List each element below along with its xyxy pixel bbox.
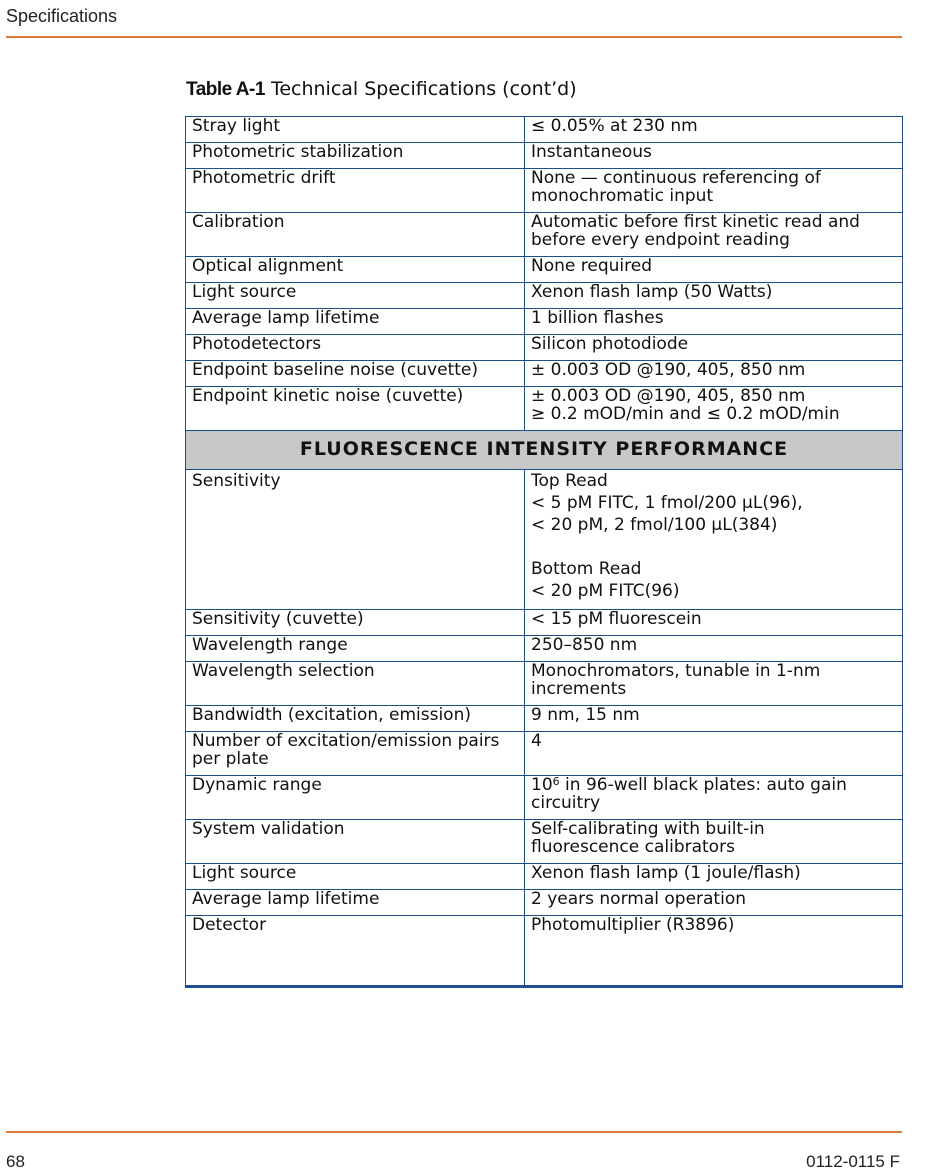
table-row [186,662,903,706]
table-row [186,361,903,387]
spec-label: Light source [186,864,525,890]
spec-label: Dynamic range [186,776,525,820]
spec-label: Optical alignment [186,257,525,283]
running-header: Specifications [6,6,118,26]
table-row [186,776,903,820]
spec-label: Endpoint kinetic noise (cuvette) [186,387,525,431]
table-row [186,610,903,636]
spec-value: Photomultiplier (R3896) [525,916,903,987]
table-row [186,387,903,431]
table-row [186,636,903,662]
table-row [186,706,903,732]
table-row [186,117,903,143]
table-row [186,916,903,987]
spec-label: Bandwidth (excitation, emission) [186,706,525,732]
spec-value: 2 years normal operation [525,890,903,916]
spec-label: Light source [186,283,525,309]
table-row [186,335,903,361]
spec-label: Endpoint baseline noise (cuvette) [186,361,525,387]
spec-value: 1 billion flashes [525,309,903,335]
spec-value: ± 0.003 OD @190, 405, 850 nm ≥ 0.2 mOD/min and ≤ 0.2 mOD/min [525,387,903,431]
spec-value [525,776,903,820]
table-row [186,169,903,213]
spec-label: Wavelength range [186,636,525,662]
spec-label: Photometric drift [186,169,525,213]
spec-value: ≤ 0.05% at 230 nm [525,117,903,143]
spec-value: < 15 pM fluorescein [525,610,903,636]
spec-value: Automatic before first kinetic read and before every endpoint reading [525,213,903,257]
header-rule [6,36,902,38]
table-row [186,309,903,335]
spec-label: Calibration [186,213,525,257]
spec-value: Self-calibrating with built-in fluorescence calibrators [525,820,903,864]
spec-label: Number of excitation/emission pairs per plate [186,732,525,776]
spec-table [185,116,903,988]
spec-value: 4 [525,732,903,776]
spec-value: Instantaneous [525,143,903,169]
spec-label: System validation [186,820,525,864]
spec-label: Photodetectors [186,335,525,361]
section-header-row [186,431,903,470]
table-row [186,213,903,257]
spec-value: Xenon flash lamp (1 joule/flash) [525,864,903,890]
spec-label: Photometric stabilization [186,143,525,169]
spec-label: Detector [186,916,525,987]
spec-value: Monochromators, tunable in 1-nm increments [525,662,903,706]
table-row [186,820,903,864]
spec-label: Sensitivity [186,470,525,610]
spec-value: None required [525,257,903,283]
table-row [186,283,903,309]
table-row [186,864,903,890]
spec-label: Wavelength selection [186,662,525,706]
table-caption [186,78,577,101]
table-row [186,257,903,283]
table-row [186,890,903,916]
spec-label: Average lamp lifetime [186,890,525,916]
table-row [186,470,903,610]
spec-value: Silicon photodiode [525,335,903,361]
page-number: 68 [6,1152,25,1171]
spec-value: Top Read < 5 pM FITC, 1 fmol/200 µL(96), < 20 pM, 2 fmol/100 µL(384) Bottom Read < 20 pM FITC(96) [525,470,903,610]
spec-value: None — continuous referencing of monochromatic input [525,169,903,213]
table-row [186,143,903,169]
document-number: 0112-0115 F [806,1152,900,1171]
spec-value: 9 nm, 15 nm [525,706,903,732]
table-row [186,732,903,776]
value-rest: in 96-well black plates: auto gain circuitry [531,775,847,813]
spec-value: 250–850 nm [525,636,903,662]
footer-rule [6,1131,902,1133]
spec-label: Sensitivity (cuvette) [186,610,525,636]
table-title: Technical Specifications (cont’d) [270,78,577,100]
exponent: 6 [552,775,560,788]
table-number: Table A-1 [186,79,265,100]
spec-value: ± 0.003 OD @190, 405, 850 nm [525,361,903,387]
exponent-base: 10 [531,775,553,795]
section-title: FLUORESCENCE INTENSITY PERFORMANCE [186,431,903,470]
spec-label: Average lamp lifetime [186,309,525,335]
spec-value: Xenon flash lamp (50 Watts) [525,283,903,309]
spec-label: Stray light [186,117,525,143]
